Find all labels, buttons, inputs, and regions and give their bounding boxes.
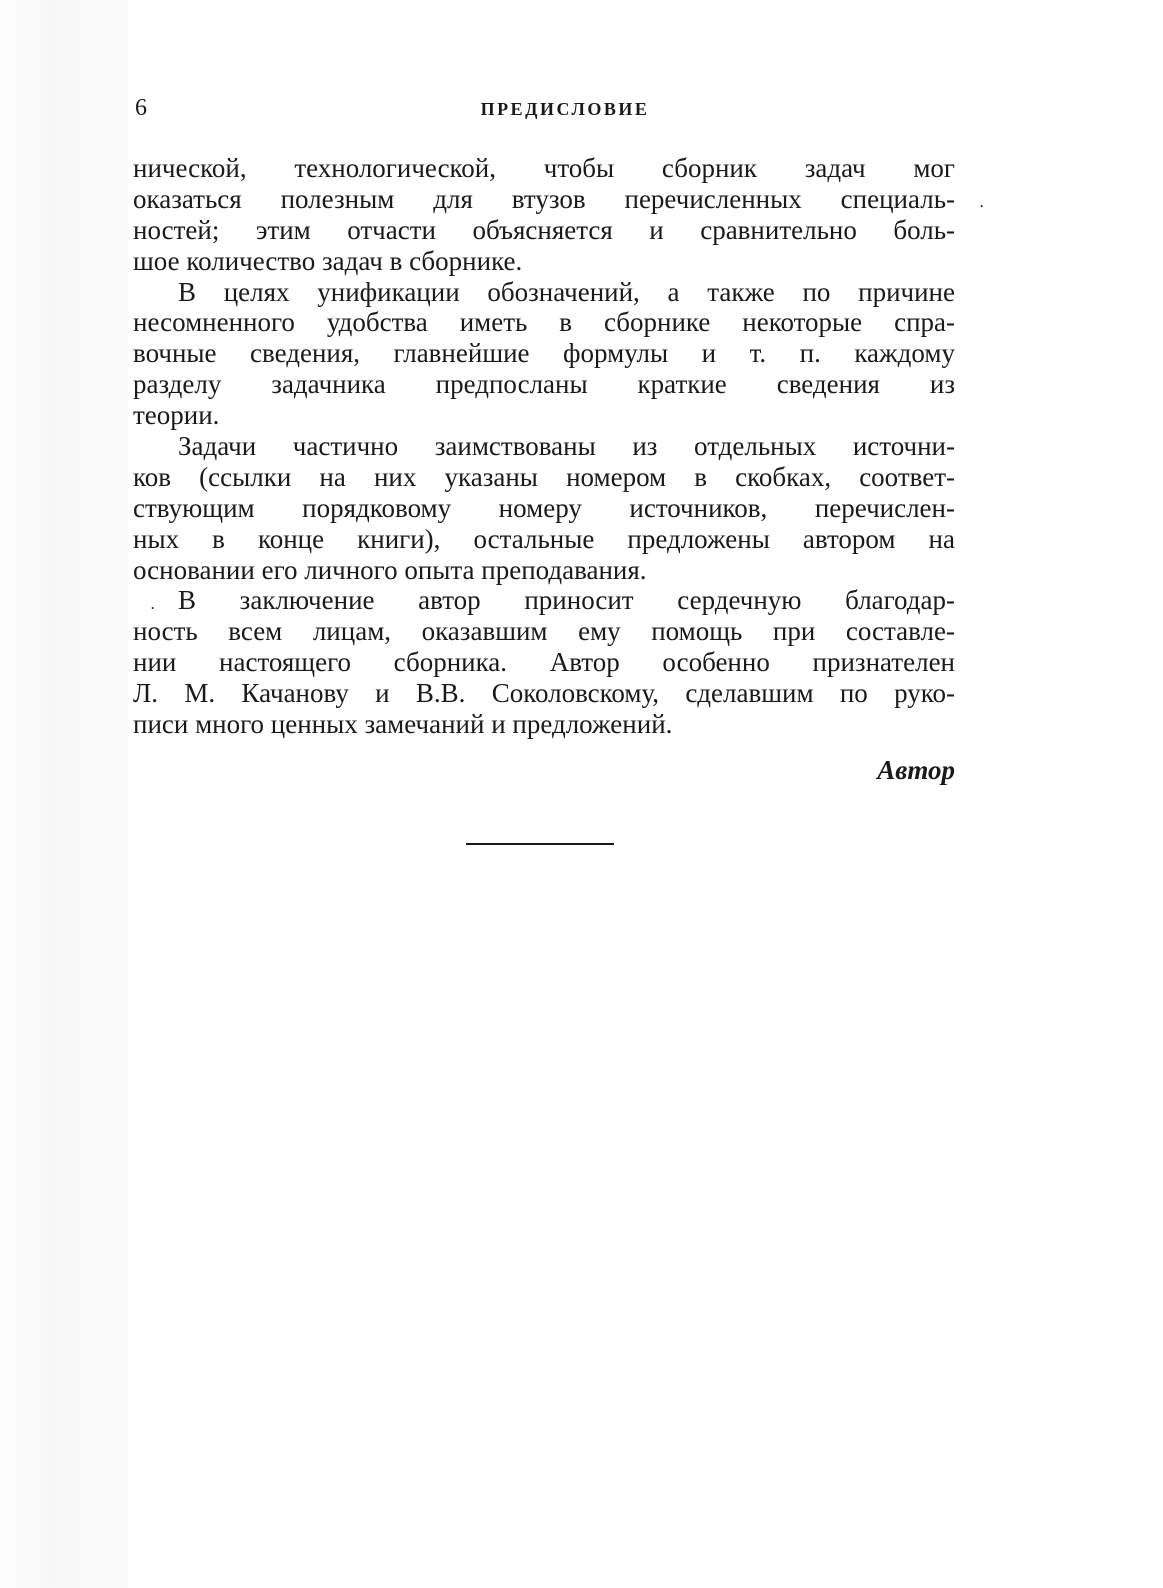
body-text bbox=[133, 153, 955, 740]
text-line: оказаться полезным для втузов перечисленных специаль- bbox=[133, 183, 955, 214]
page-header bbox=[135, 92, 955, 124]
text-line: разделу задачника предпосланы краткие сведения из bbox=[133, 369, 955, 400]
running-title: ПРЕДИСЛОВИЕ bbox=[480, 99, 650, 119]
text-line: В заключение автор приносит сердечную благодар- bbox=[178, 585, 955, 616]
author-signature: Автор bbox=[877, 755, 955, 785]
text-line: ностей; этим отчасти объясняется и сравнительно боль- bbox=[133, 214, 955, 245]
text-line: несомненного удобства иметь в сборнике некоторые спра- bbox=[133, 307, 955, 338]
text-line: шое количество задач в сборнике. bbox=[133, 245, 523, 276]
text-line: Л. М. Качанову и В.В. Соколовскому, сделавшим по руко- bbox=[133, 678, 955, 709]
page-number: 6 bbox=[135, 95, 147, 121]
scan-margin-shade bbox=[0, 0, 128, 1588]
text-line: В целях унификации обозначений, а также по причине bbox=[178, 276, 955, 307]
text-line: писи много ценных замечаний и предложений. bbox=[133, 709, 673, 740]
text-line: теории. bbox=[133, 400, 220, 431]
end-divider bbox=[466, 843, 614, 845]
text-line: нии настоящего сборника. Автор особенно признателен bbox=[133, 647, 955, 678]
text-line: ных в конце книги), остальные предложены автором на bbox=[133, 523, 955, 554]
scan-speck: ․ bbox=[150, 594, 156, 613]
text-line: ствующим порядковому номеру источников, перечислен- bbox=[133, 492, 955, 523]
paragraph bbox=[133, 277, 955, 431]
paragraph bbox=[133, 585, 955, 739]
paragraph bbox=[133, 153, 955, 277]
scan-speck: ․ bbox=[979, 192, 985, 211]
text-line: вочные сведения, главнейшие формулы и т. п. каждому bbox=[133, 338, 955, 369]
text-line: нической, технологической, чтобы сборник задач мог bbox=[133, 153, 955, 183]
text-line: Задачи частично заимствованы из отдельных источни- bbox=[178, 431, 955, 462]
text-line: ков (ссылки на них указаны номером в скобках, соответ- bbox=[133, 461, 955, 492]
paragraph bbox=[133, 431, 955, 585]
text-line: основании его личного опыта преподавания. bbox=[133, 554, 647, 585]
text-line: ность всем лицам, оказавшим ему помощь при составле- bbox=[133, 616, 955, 647]
